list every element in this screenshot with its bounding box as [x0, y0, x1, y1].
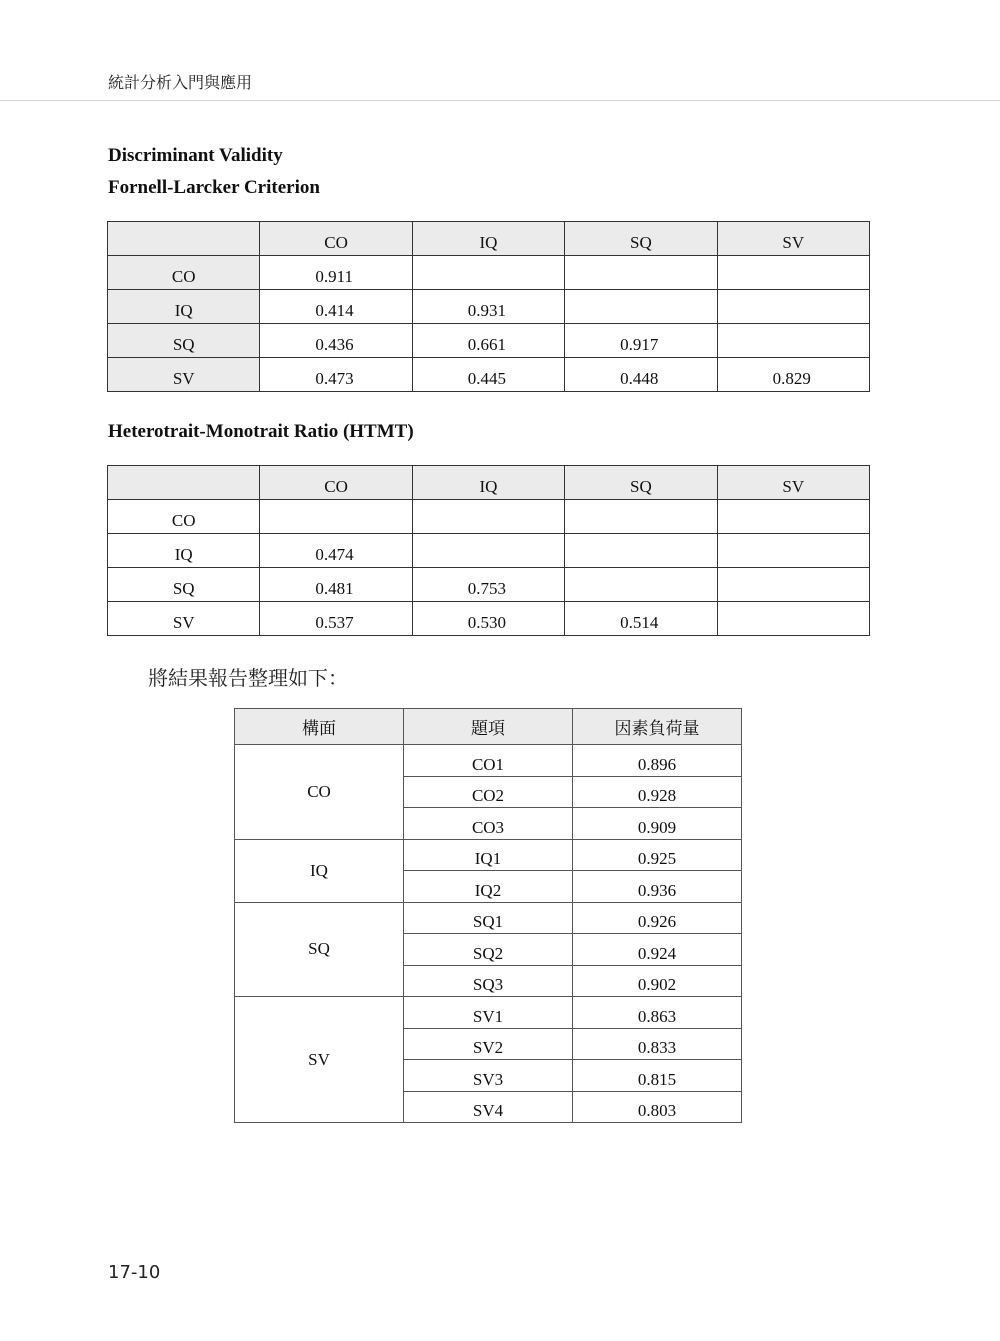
- fornell-cell: [717, 290, 869, 324]
- item-cell: SQ3: [404, 965, 573, 997]
- loadings-header-construct: 構面: [235, 709, 404, 745]
- fornell-cell: 0.829: [717, 358, 869, 392]
- table-row: [235, 902, 742, 934]
- fornell-cell: 0.436: [260, 324, 412, 358]
- htmt-cell: 0.537: [260, 602, 412, 636]
- report-intro-text: 將結果報告整理如下：: [148, 666, 348, 690]
- table-row: [108, 290, 870, 324]
- loading-cell: 0.902: [573, 965, 742, 997]
- fornell-row-label: CO: [108, 256, 260, 290]
- loading-cell: 0.815: [573, 1060, 742, 1092]
- item-cell: CO1: [404, 745, 573, 777]
- loading-cell: 0.803: [573, 1091, 742, 1123]
- running-title: 統計分析入門與應用: [108, 73, 253, 92]
- fornell-row-label: SQ: [108, 324, 260, 358]
- table-row: [108, 568, 870, 602]
- factor-loadings-table: [234, 708, 742, 1123]
- item-cell: IQ2: [404, 871, 573, 903]
- htmt-corner-cell: [108, 466, 260, 500]
- htmt-cell: [260, 500, 412, 534]
- htmt-cell: [717, 568, 869, 602]
- fornell-cell: 0.911: [260, 256, 412, 290]
- htmt-cell: [565, 568, 717, 602]
- construct-cell: CO: [235, 745, 404, 840]
- htmt-cell: 0.474: [260, 534, 412, 568]
- fornell-larcker-title: Fornell-Larcker Criterion: [108, 177, 320, 198]
- fornell-col-header: SV: [717, 222, 869, 256]
- fornell-cell: 0.448: [565, 358, 717, 392]
- htmt-cell: 0.481: [260, 568, 412, 602]
- table-row: [235, 839, 742, 871]
- table-row: [235, 745, 742, 777]
- loading-cell: 0.833: [573, 1028, 742, 1060]
- item-cell: SQ2: [404, 934, 573, 966]
- construct-cell: SV: [235, 997, 404, 1123]
- htmt-cell: [412, 534, 564, 568]
- htmt-col-header: SV: [717, 466, 869, 500]
- htmt-cell: 0.514: [565, 602, 717, 636]
- fornell-cell: [412, 256, 564, 290]
- htmt-cell: [412, 500, 564, 534]
- table-row: [108, 324, 870, 358]
- fornell-larcker-table: [107, 221, 870, 392]
- fornell-header-row: [108, 222, 870, 256]
- loading-cell: 0.925: [573, 839, 742, 871]
- htmt-col-header: SQ: [565, 466, 717, 500]
- discriminant-validity-title: Discriminant Validity: [108, 145, 283, 166]
- htmt-cell: [717, 602, 869, 636]
- htmt-cell: 0.530: [412, 602, 564, 636]
- item-cell: CO3: [404, 808, 573, 840]
- fornell-row-label: IQ: [108, 290, 260, 324]
- item-cell: SV3: [404, 1060, 573, 1092]
- loading-cell: 0.863: [573, 997, 742, 1029]
- htmt-header-row: [108, 466, 870, 500]
- table-row: [108, 358, 870, 392]
- loadings-header-item: 題項: [404, 709, 573, 745]
- htmt-table: [107, 465, 870, 636]
- item-cell: IQ1: [404, 839, 573, 871]
- construct-cell: IQ: [235, 839, 404, 902]
- htmt-row-label: IQ: [108, 534, 260, 568]
- table-row: [108, 500, 870, 534]
- loading-cell: 0.909: [573, 808, 742, 840]
- htmt-title: Heterotrait-Monotrait Ratio (HTMT): [108, 421, 414, 442]
- loading-cell: 0.896: [573, 745, 742, 777]
- fornell-col-header: CO: [260, 222, 412, 256]
- fornell-corner-cell: [108, 222, 260, 256]
- table-row: [108, 256, 870, 290]
- page-number: 17-10: [108, 1262, 161, 1283]
- htmt-cell: [717, 500, 869, 534]
- htmt-cell: [565, 534, 717, 568]
- loadings-header-loading: 因素負荷量: [573, 709, 742, 745]
- construct-cell: SQ: [235, 902, 404, 997]
- htmt-col-header: CO: [260, 466, 412, 500]
- fornell-cell: 0.414: [260, 290, 412, 324]
- htmt-col-header: IQ: [412, 466, 564, 500]
- htmt-cell: [717, 534, 869, 568]
- item-cell: SV2: [404, 1028, 573, 1060]
- item-cell: SV4: [404, 1091, 573, 1123]
- fornell-cell: 0.931: [412, 290, 564, 324]
- fornell-col-header: IQ: [412, 222, 564, 256]
- table-row: [108, 602, 870, 636]
- loading-cell: 0.926: [573, 902, 742, 934]
- item-cell: CO2: [404, 776, 573, 808]
- fornell-cell: 0.473: [260, 358, 412, 392]
- fornell-cell: [717, 324, 869, 358]
- htmt-cell: 0.753: [412, 568, 564, 602]
- loading-cell: 0.924: [573, 934, 742, 966]
- htmt-row-label: SQ: [108, 568, 260, 602]
- fornell-cell: [717, 256, 869, 290]
- loadings-header-row: [235, 709, 742, 745]
- fornell-row-label: SV: [108, 358, 260, 392]
- fornell-col-header: SQ: [565, 222, 717, 256]
- loading-cell: 0.928: [573, 776, 742, 808]
- htmt-row-label: CO: [108, 500, 260, 534]
- fornell-cell: [565, 290, 717, 324]
- table-row: [108, 534, 870, 568]
- item-cell: SV1: [404, 997, 573, 1029]
- fornell-cell: 0.661: [412, 324, 564, 358]
- htmt-row-label: SV: [108, 602, 260, 636]
- htmt-cell: [565, 500, 717, 534]
- loading-cell: 0.936: [573, 871, 742, 903]
- header-divider: [0, 100, 1000, 101]
- fornell-cell: [565, 256, 717, 290]
- table-row: [235, 997, 742, 1029]
- fornell-cell: 0.917: [565, 324, 717, 358]
- item-cell: SQ1: [404, 902, 573, 934]
- fornell-cell: 0.445: [412, 358, 564, 392]
